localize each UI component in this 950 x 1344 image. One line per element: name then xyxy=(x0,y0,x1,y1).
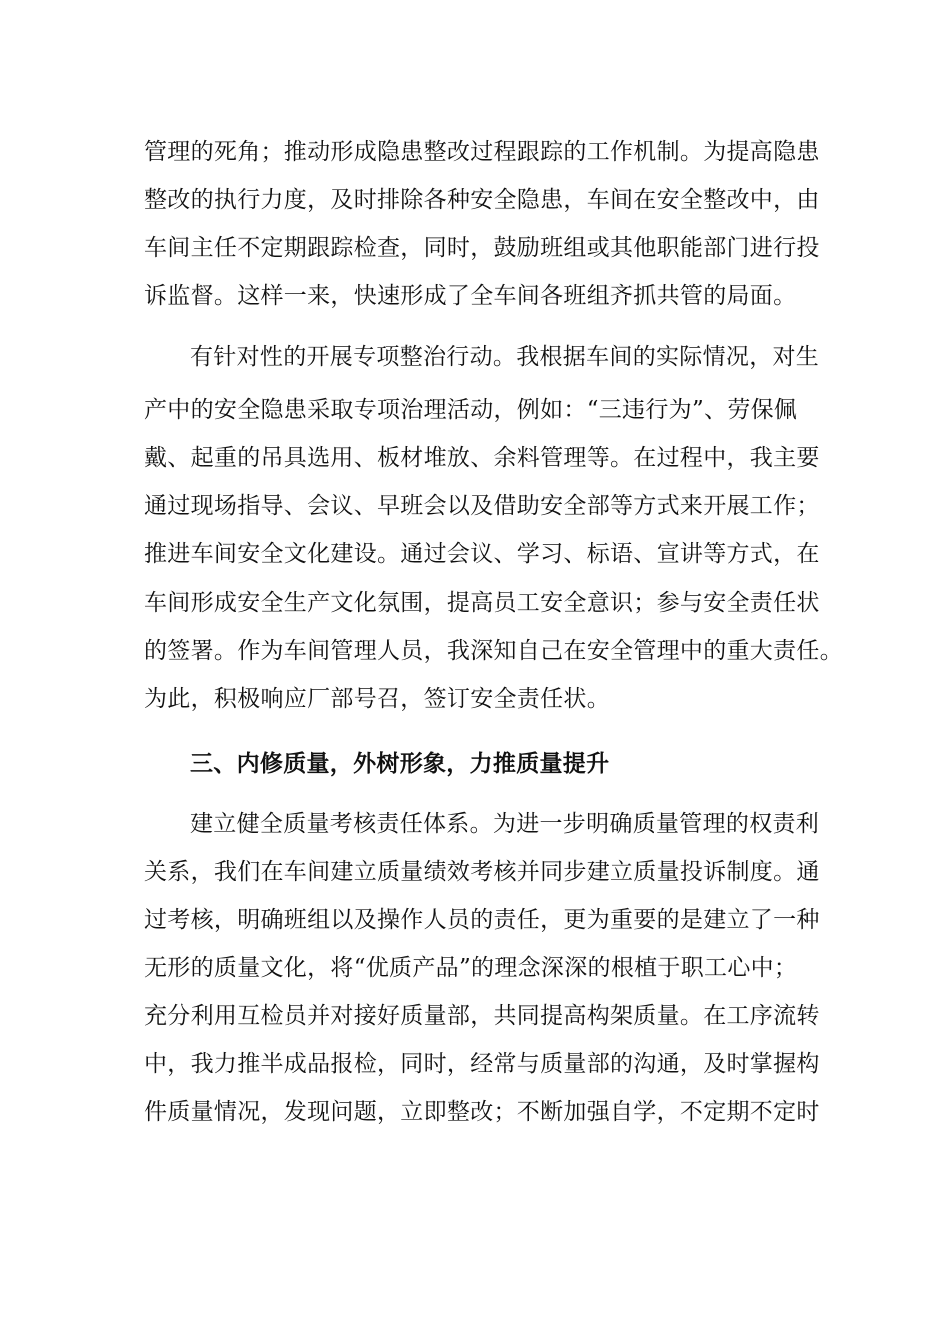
paragraph-3-line-2: 关系，我们在车间建立质量绩效考核并同步建立质量投诉制度。通 xyxy=(144,859,820,885)
paragraph-3-line-1: 建立健全质量考核责任体系。为进一步明确质量管理的权责利 xyxy=(190,811,820,837)
paragraph-3-line-5: 充分利用互检员并对接好质量部，共同提高构架质量。在工序流转 xyxy=(144,1003,820,1029)
paragraph-2-line-3: 戴、起重的吊具选用、板材堆放、余料管理等。在过程中，我主要 xyxy=(144,445,820,471)
paragraph-2-line-5: 推进车间安全文化建设。通过会议、学习、标语、宣讲等方式，在 xyxy=(144,541,820,567)
paragraph-3-line-7: 件质量情况，发现问题，立即整改；不断加强自学，不定期不定时 xyxy=(144,1099,820,1125)
paragraph-1-line-2: 整改的执行力度，及时排除各种安全隐患，车间在安全整改中，由 xyxy=(144,187,820,213)
paragraph-3-line-6: 中，我力推半成品报检，同时，经常与质量部的沟通，及时掌握构 xyxy=(144,1051,820,1077)
section-heading: 三、内修质量，外树形象，力推质量提升 xyxy=(190,750,610,777)
paragraph-1-line-1: 管理的死角；推动形成隐患整改过程跟踪的工作机制。为提高隐患 xyxy=(144,139,820,165)
paragraph-2-line-7: 的签署。作为车间管理人员，我深知自己在安全管理中的重大责任。 xyxy=(144,638,843,664)
paragraph-3-line-4: 无形的质量文化，将“优质产品”的理念深深的根植于职工心中； xyxy=(144,955,798,981)
paragraph-2-line-4: 通过现场指导、会议、早班会以及借助安全部等方式来开展工作； xyxy=(144,493,820,519)
paragraph-2-line-8: 为此，积极响应厂部号召，签订安全责任状。 xyxy=(144,686,610,712)
paragraph-3-line-3: 过考核，明确班组以及操作人员的责任，更为重要的是建立了一种 xyxy=(144,907,820,933)
paragraph-1-line-3: 车间主任不定期跟踪检查，同时，鼓励班组或其他职能部门进行投 xyxy=(144,235,820,261)
paragraph-2-line-6: 车间形成安全生产文化氛围，提高员工安全意识；参与安全责任状 xyxy=(144,590,820,616)
paragraph-2-line-2: 产中的安全隐患采取专项治理活动，例如：“三违行为”、劳保佩 xyxy=(144,397,798,423)
paragraph-1-line-4: 诉监督。这样一来，快速形成了全车间各班组齐抓共管的局面。 xyxy=(144,283,797,309)
paragraph-2-line-1: 有针对性的开展专项整治行动。我根据车间的实际情况，对生 xyxy=(190,344,820,370)
